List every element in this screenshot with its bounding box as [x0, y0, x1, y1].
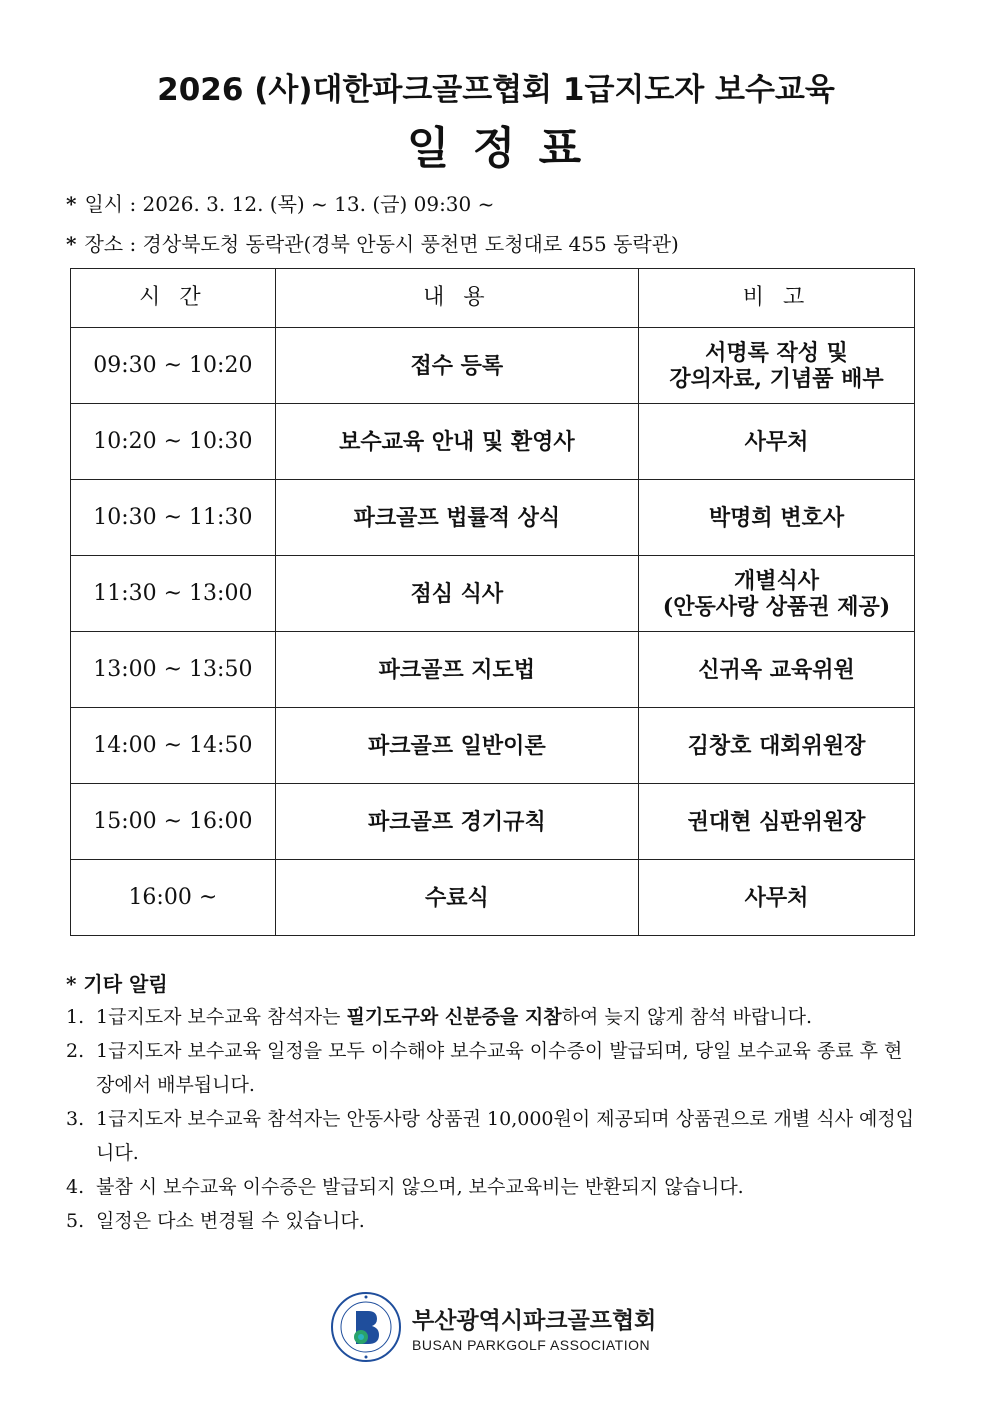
item-number: 2.	[66, 1040, 85, 1062]
document-subtitle: 일 정 표	[406, 123, 586, 174]
association-logo-icon	[330, 1291, 402, 1363]
note-line: 개별식사	[733, 567, 819, 594]
etc-notice-title: * 기타 알림	[66, 972, 168, 996]
note-line: 강의자료, 기념품 배부	[669, 365, 884, 392]
list-item	[66, 1000, 916, 1034]
bullet-star: *	[66, 192, 77, 216]
table-row	[71, 860, 915, 936]
content-cell: 파크골프 경기규칙	[275, 784, 638, 860]
place-info	[66, 228, 679, 257]
content-cell: 접수 등록	[275, 328, 638, 404]
table-row	[71, 632, 915, 708]
header-time: 시 간	[71, 269, 276, 328]
org-name-korean: 부산광역시파크골프협회	[412, 1307, 657, 1334]
list-item	[66, 1102, 916, 1170]
note-cell	[639, 632, 915, 708]
note-line: (안동사랑 상품권 제공)	[662, 593, 891, 620]
date-text: 일시 : 2026. 3. 12. (목) ~ 13. (금) 09:30 ~	[84, 192, 495, 216]
table-header-row	[71, 269, 915, 328]
note-line: 김창호 대회위원장	[687, 732, 866, 759]
time-cell: 10:20 ~ 10:30	[71, 404, 276, 480]
date-info	[66, 188, 494, 217]
content-cell: 보수교육 안내 및 환영사	[275, 404, 638, 480]
time-cell: 10:30 ~ 11:30	[71, 480, 276, 556]
note-line: 권대현 심판위원장	[687, 808, 866, 835]
time-cell: 13:00 ~ 13:50	[71, 632, 276, 708]
time-cell: 14:00 ~ 14:50	[71, 708, 276, 784]
table-row	[71, 404, 915, 480]
table-row	[71, 328, 915, 404]
time-cell: 11:30 ~ 13:00	[71, 556, 276, 632]
note-cell	[639, 708, 915, 784]
note-line: 신귀옥 교육위원	[698, 656, 855, 683]
table-row	[71, 480, 915, 556]
table-row	[71, 556, 915, 632]
item-number: 4.	[66, 1176, 85, 1198]
item-text: 1급지도자 보수교육 일정을 모두 이수해야 보수교육 이수증이 발급되며, 당일 보수교육 종료 후 현장에서 배부됩니다.	[96, 1040, 903, 1096]
org-name	[412, 1302, 656, 1353]
note-cell	[639, 784, 915, 860]
item-number: 1.	[66, 1006, 85, 1028]
note-cell	[639, 556, 915, 632]
content-cell: 파크골프 지도법	[275, 632, 638, 708]
schedule-table	[70, 268, 915, 936]
item-number: 5.	[66, 1210, 85, 1232]
content-cell: 파크골프 법률적 상식	[275, 480, 638, 556]
item-text: 1급지도자 보수교육 참석자는	[96, 1006, 347, 1028]
note-cell	[639, 328, 915, 404]
footer-brand	[330, 1292, 670, 1362]
item-text: 하여 늦지 않게 참석 바랍니다.	[561, 1006, 813, 1028]
bullet-star: *	[66, 232, 77, 256]
header-note: 비 고	[639, 269, 915, 328]
content-cell: 점심 식사	[275, 556, 638, 632]
list-item	[66, 1170, 916, 1204]
table-row	[71, 784, 915, 860]
list-item	[66, 1034, 916, 1102]
item-text: 일정은 다소 변경될 수 있습니다.	[96, 1210, 365, 1232]
notice-list	[66, 1000, 916, 1238]
document-title: 2026 (사)대한파크골프협회 1급지도자 보수교육	[157, 72, 835, 108]
item-text: 불참 시 보수교육 이수증은 발급되지 않으며, 보수교육비는 반환되지 않습니다.	[96, 1176, 744, 1198]
time-cell: 09:30 ~ 10:20	[71, 328, 276, 404]
time-cell: 16:00 ~	[71, 860, 276, 936]
org-name-english: BUSAN PARKGOLF ASSOCIATION	[412, 1336, 651, 1353]
list-item	[66, 1204, 916, 1238]
item-text-bold: 필기도구와 신분증을 지참	[346, 1006, 562, 1028]
item-text: 1급지도자 보수교육 참석자는 안동사랑 상품권 10,000원이 제공되며 상품권으로 개별 식사 예정입니다.	[96, 1108, 915, 1164]
place-text: 장소 : 경상북도청 동락관(경북 안동시 풍천면 도청대로 455 동락관)	[84, 232, 679, 256]
note-line: 사무처	[744, 884, 809, 911]
note-line: 사무처	[744, 428, 809, 455]
note-line: 박명희 변호사	[708, 504, 845, 531]
note-cell	[639, 860, 915, 936]
note-line: 서명록 작성 및	[705, 339, 848, 366]
table-row	[71, 708, 915, 784]
item-number: 3.	[66, 1108, 85, 1130]
content-cell: 수료식	[275, 860, 638, 936]
time-cell: 15:00 ~ 16:00	[71, 784, 276, 860]
note-cell	[639, 404, 915, 480]
header-content: 내 용	[275, 269, 638, 328]
note-cell	[639, 480, 915, 556]
content-cell: 파크골프 일반이론	[275, 708, 638, 784]
